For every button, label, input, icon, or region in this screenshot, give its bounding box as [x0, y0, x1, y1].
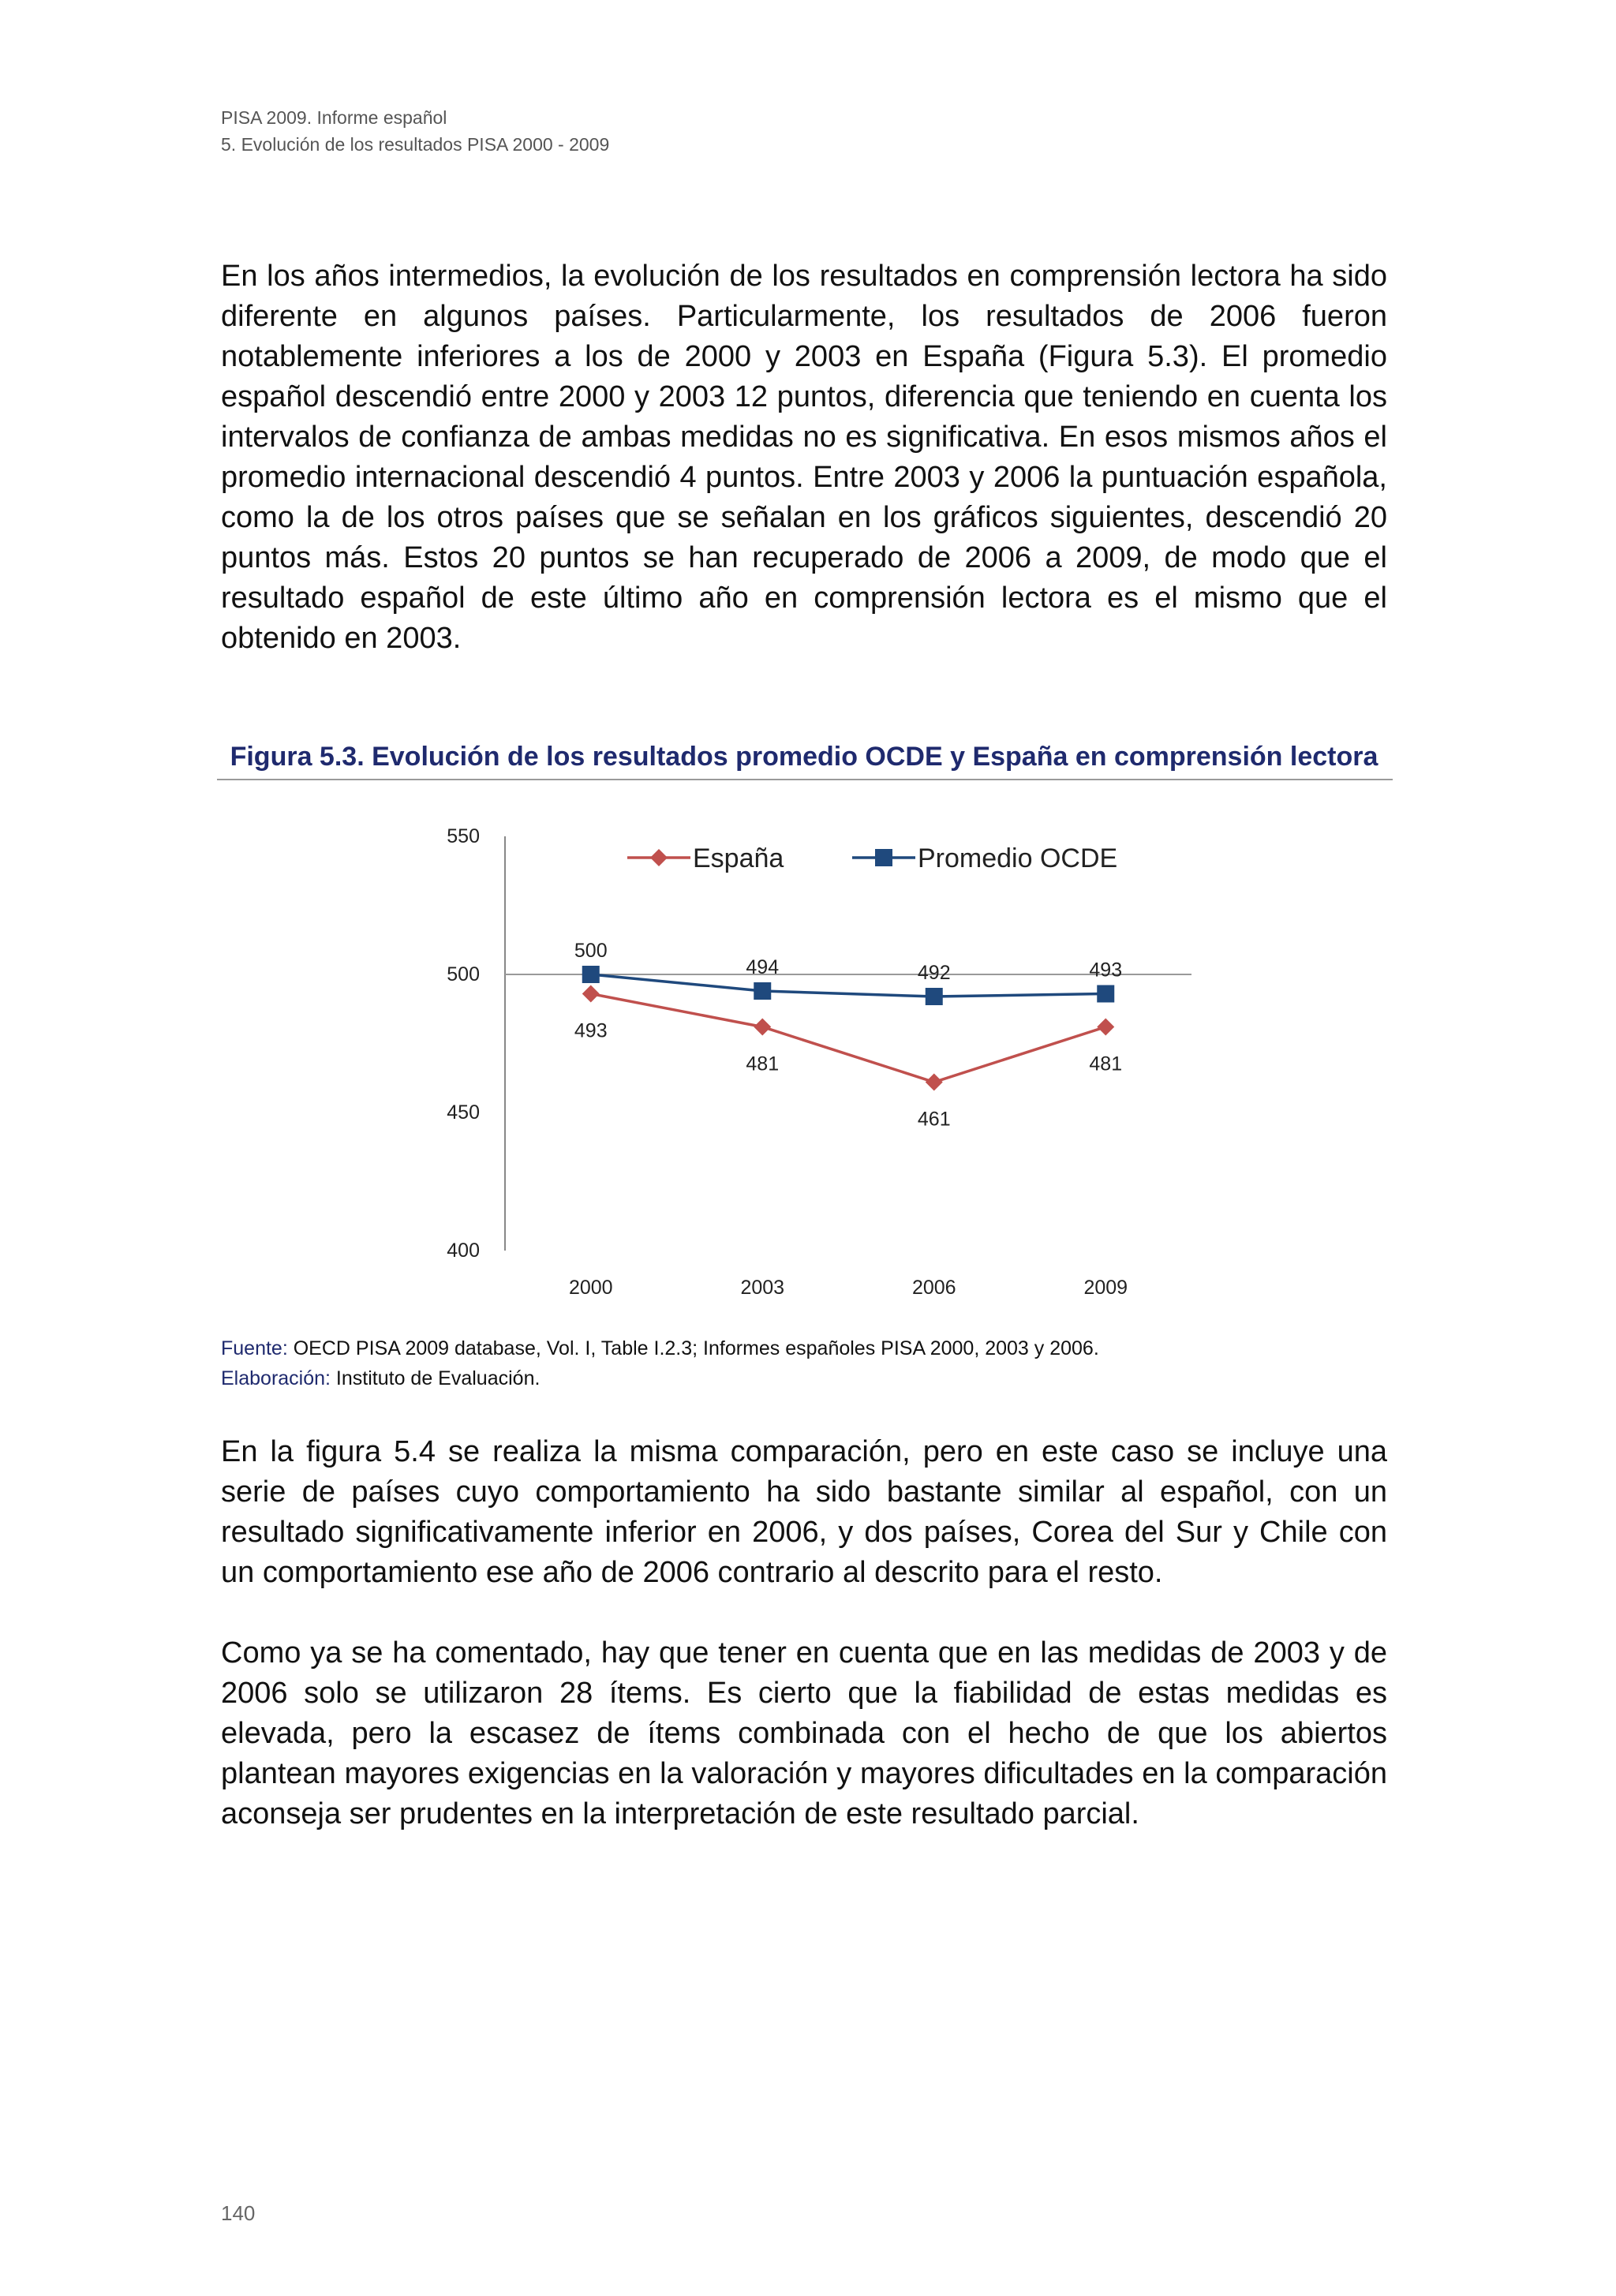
header-line-2: 5. Evolución de los resultados PISA 2000 - 2009: [221, 134, 610, 155]
line-chart: [292, 805, 1318, 1326]
running-header: [221, 104, 609, 158]
data-point-espana: [582, 985, 600, 1003]
legend-label: España: [693, 843, 784, 873]
y-tick-label: 550: [447, 825, 480, 847]
legend-marker-ocde: [875, 849, 892, 866]
series-line-ocde: [591, 974, 1106, 997]
x-tick-label: 2000: [568, 1277, 613, 1299]
elaboracion-label: Elaboración:: [221, 1367, 331, 1389]
data-point-espana: [1097, 1019, 1114, 1036]
source-line-fuente: [221, 1333, 1099, 1363]
data-point-ocde: [754, 982, 771, 1000]
x-tick-label: 2003: [740, 1277, 785, 1299]
data-label: 461: [917, 1108, 951, 1131]
x-tick-label: 2006: [911, 1277, 956, 1299]
data-point-ocde: [1097, 985, 1114, 1003]
data-label: 493: [1089, 959, 1123, 982]
data-label: 492: [917, 962, 951, 984]
data-label: 481: [746, 1053, 780, 1075]
elaboracion-text: Instituto de Evaluación.: [330, 1367, 541, 1389]
data-label: 493: [574, 1019, 608, 1042]
legend-label: Promedio OCDE: [918, 843, 1118, 873]
page-number: 140: [221, 2201, 256, 2225]
figure-source: [221, 1333, 1099, 1393]
header-line-1: PISA 2009. Informe español: [221, 107, 447, 128]
data-label: 481: [1089, 1053, 1123, 1075]
paragraph-2: En la figura 5.4 se realiza la misma comparación, pero en este caso se incluye una serie de países cuyo comportamiento ha sido bastante similar al español, con un resultado significativamente inferior en 2006, y dos países, Corea del Sur y Chile con un comportamiento ese año de 2006 contrario al descrito para el resto.: [221, 1435, 1387, 1589]
data-point-ocde: [582, 966, 600, 983]
paragraph-1: En los años intermedios, la evolución de los resultados en comprensión lectora ha sido diferente en algunos países. Particularmente, los resultados de 2006 fueron notablemente inferiores a los de 2000 y 2003 en España (Figura 5.3). El promedio español descendió entre 2000 y 2003 12 puntos, diferencia que teniendo en cuenta los intervalos de confianza de ambas medidas no es significativa. En esos mismos años el promedio internacional descendió 4 puntos. Entre 2003 y 2006 la puntuación española, como la de los otros países que se señalan en los gráficos siguientes, descendió 20 puntos más. Estos 20 puntos se han recuperado de 2006 a 2009, de modo que el resultado español de este último año en comprensión lectora es el mismo que el obtenido en 2003.: [221, 260, 1387, 655]
figure-title: Figura 5.3. Evolución de los resultados promedio OCDE y España en comprensión lectora: [230, 742, 1378, 772]
source-line-elaboracion: [221, 1363, 1099, 1393]
data-label: 500: [574, 940, 608, 962]
y-tick-label: 400: [447, 1240, 480, 1262]
fuente-text: OECD PISA 2009 database, Vol. I, Table I.2.3; Informes españoles PISA 2000, 2003 y 2006.: [287, 1337, 1099, 1359]
data-point-ocde: [926, 988, 943, 1005]
y-tick-label: 500: [447, 963, 480, 985]
fuente-label: Fuente:: [221, 1337, 288, 1359]
data-point-espana: [926, 1074, 943, 1091]
figure-title-rule: [217, 779, 1393, 780]
paragraph-3: Como ya se ha comentado, hay que tener en cuenta que en las medidas de 2003 y de 2006 solo se utilizaron 28 ítems. Es cierto que la fiabilidad de estas medidas es elevada, pero la escasez de ítems combinada con el hecho de que los abiertos plantean mayores exigencias en la valoración y mayores dificultades en la comparación aconseja ser prudentes en la interpretación de este resultado parcial.: [221, 1636, 1387, 1830]
data-label: 494: [746, 956, 780, 978]
legend-marker-espana: [650, 849, 668, 866]
y-tick-label: 450: [447, 1101, 480, 1124]
x-tick-label: 2009: [1083, 1277, 1128, 1299]
series-line-espana: [591, 994, 1106, 1083]
data-point-espana: [754, 1019, 771, 1036]
